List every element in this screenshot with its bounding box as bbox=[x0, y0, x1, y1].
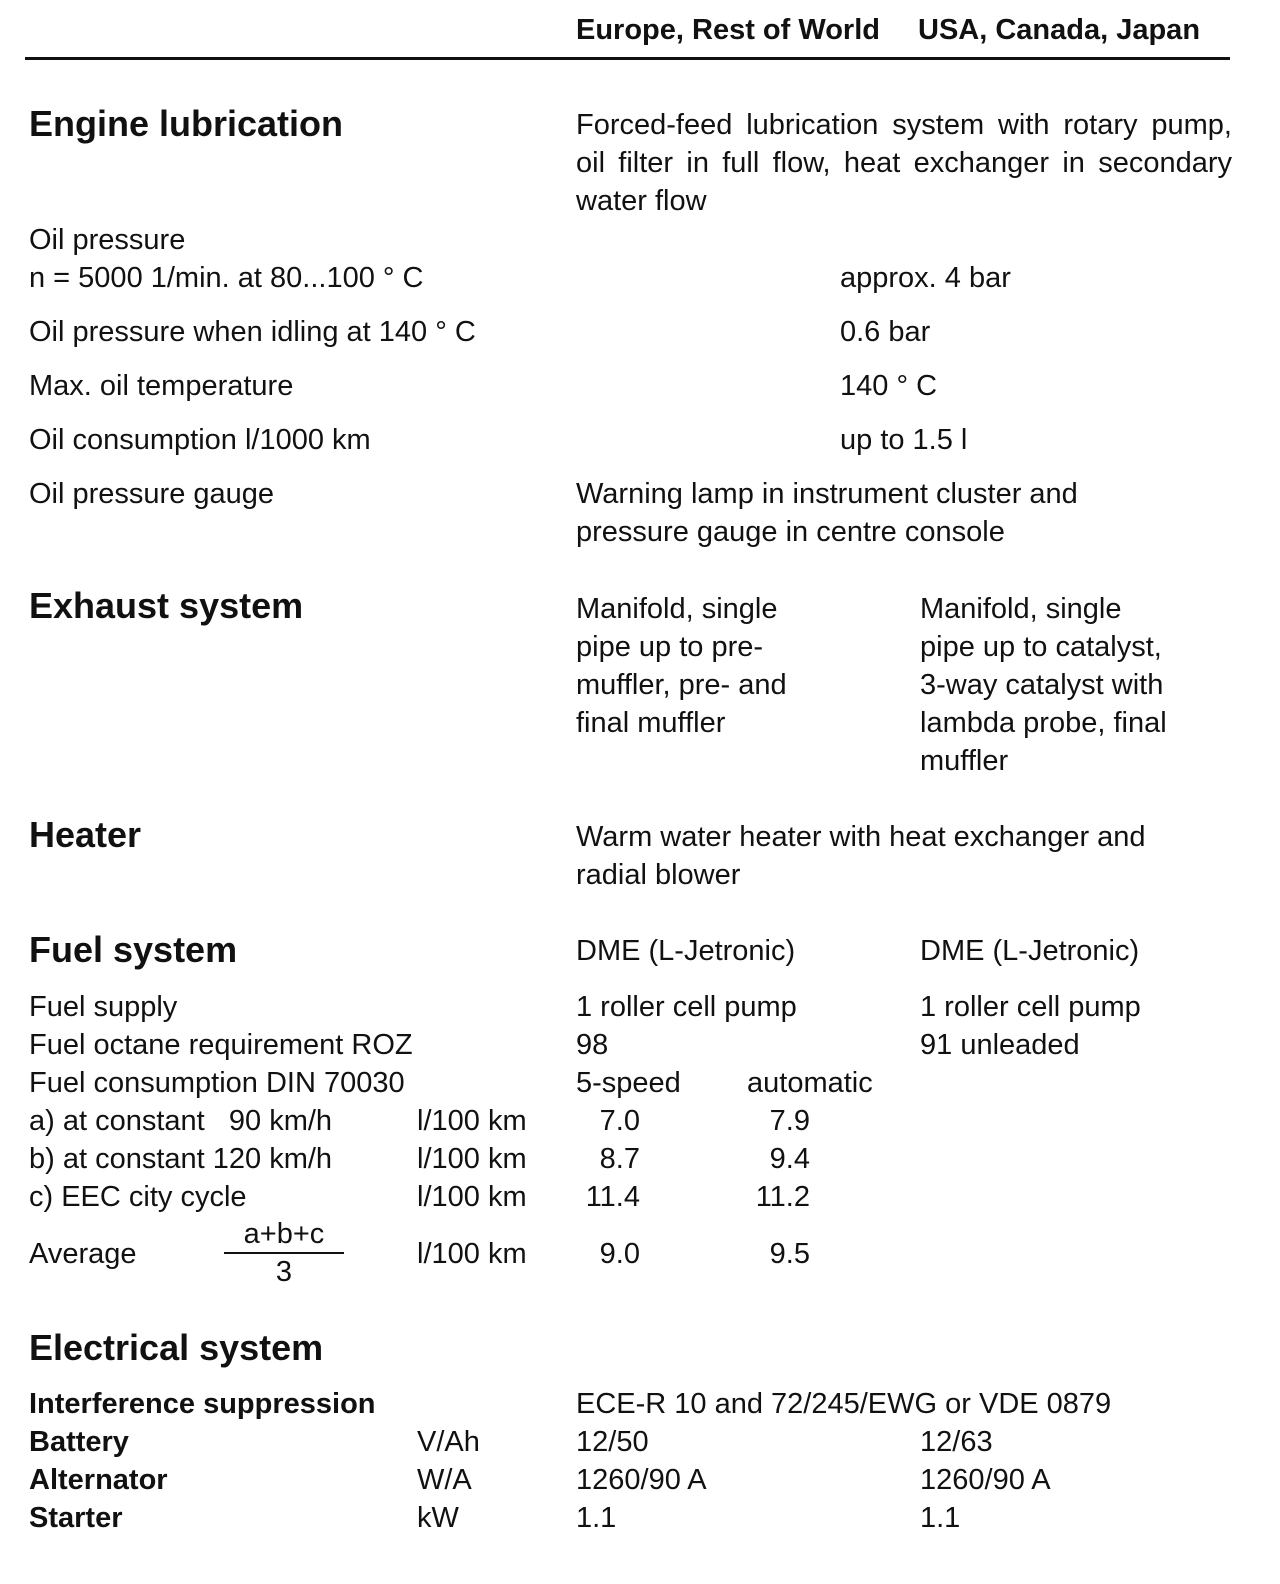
fuel-col-automatic: automatic bbox=[747, 1067, 873, 1099]
fuel-octane-label: Fuel octane requirement ROZ bbox=[29, 1029, 413, 1061]
exhaust-us-line: pipe up to catalyst, bbox=[920, 631, 1162, 663]
fuel-row-unit: l/100 km bbox=[417, 1181, 527, 1213]
section-title-heater: Heater bbox=[29, 814, 142, 855]
section-title-exhaust: Exhaust system bbox=[29, 585, 304, 626]
header-region-us: USA, Canada, Japan bbox=[918, 14, 1201, 46]
exhaust-us-line: lambda probe, final bbox=[920, 707, 1167, 739]
electrical-row-label: Battery bbox=[29, 1426, 129, 1458]
interference-suppression-label: Interference suppression bbox=[29, 1388, 376, 1420]
electrical-row-us: 1.1 bbox=[920, 1502, 961, 1534]
oil-pressure-value: approx. 4 bar bbox=[840, 262, 1011, 294]
max-oil-temp-label: Max. oil temperature bbox=[29, 370, 294, 402]
electrical-row-eu: 1260/90 A bbox=[576, 1464, 707, 1496]
oil-gauge-value: Warning lamp in instrument cluster and pressure gauge in centre console bbox=[576, 478, 1078, 548]
section-title-lubrication: Engine lubrication bbox=[29, 103, 344, 144]
electrical-row-label: Starter bbox=[29, 1502, 123, 1534]
fuel-row-unit: l/100 km bbox=[417, 1143, 527, 1175]
electrical-row-unit: kW bbox=[417, 1502, 459, 1534]
fuel-supply-us: 1 roller cell pump bbox=[920, 991, 1141, 1023]
fuel-supply-label: Fuel supply bbox=[29, 991, 178, 1023]
heater-description: Warm water heater with heat exchanger and radial blower bbox=[576, 821, 1146, 891]
exhaust-us-line: muffler bbox=[920, 745, 1009, 777]
fuel-average-manual: 9.0 bbox=[599, 1238, 640, 1270]
electrical-row-label: Alternator bbox=[29, 1464, 168, 1496]
electrical-row-eu: 12/50 bbox=[576, 1426, 649, 1458]
fuel-row-manual: 8.7 bbox=[599, 1143, 640, 1175]
fuel-system-us: DME (L-Jetronic) bbox=[920, 935, 1140, 967]
fuel-row-label: b) at constant 120 km/h bbox=[29, 1143, 333, 1175]
section-title-electrical: Electrical system bbox=[29, 1327, 324, 1368]
fuel-average-unit: l/100 km bbox=[417, 1238, 527, 1270]
exhaust-eu-line: muffler, pre- and bbox=[576, 669, 787, 701]
fuel-consumption-label: Fuel consumption DIN 70030 bbox=[29, 1067, 405, 1099]
fuel-average-automatic: 9.5 bbox=[769, 1238, 810, 1270]
fuel-supply-eu: 1 roller cell pump bbox=[576, 991, 797, 1023]
oil-pressure-condition: n = 5000 1/min. at 80...100 ° C bbox=[29, 262, 424, 294]
fuel-row-automatic: 11.2 bbox=[755, 1181, 810, 1213]
electrical-row-us: 12/63 bbox=[920, 1426, 993, 1458]
oil-idle-label: Oil pressure when idling at 140 ° C bbox=[29, 316, 476, 348]
section-title-fuel: Fuel system bbox=[29, 929, 238, 970]
oil-gauge-label: Oil pressure gauge bbox=[29, 478, 275, 510]
electrical-row-us: 1260/90 A bbox=[920, 1464, 1051, 1496]
exhaust-us-line: 3-way catalyst with bbox=[920, 669, 1164, 701]
oil-consumption-value: up to 1.5 l bbox=[840, 424, 968, 456]
fuel-row-label: a) at constant 90 km/h bbox=[29, 1105, 333, 1137]
oil-consumption-label: Oil consumption l/1000 km bbox=[29, 424, 371, 456]
average-formula-numerator: a+b+c bbox=[243, 1218, 325, 1250]
oil-pressure-label: Oil pressure bbox=[29, 224, 186, 256]
fuel-row-manual: 11.4 bbox=[585, 1181, 640, 1213]
fuel-row-manual: 7.0 bbox=[599, 1105, 640, 1137]
fuel-row-unit: l/100 km bbox=[417, 1105, 527, 1137]
fuel-row-automatic: 9.4 bbox=[769, 1143, 810, 1175]
average-formula-denominator: 3 bbox=[275, 1256, 293, 1288]
header-region-eu: Europe, Rest of World bbox=[576, 14, 880, 46]
header-rule bbox=[25, 57, 1230, 60]
average-formula bbox=[222, 1218, 346, 1288]
oil-idle-value: 0.6 bar bbox=[840, 316, 931, 348]
exhaust-eu-line: final muffler bbox=[576, 707, 726, 739]
electrical-row-unit: W/A bbox=[417, 1464, 472, 1496]
fuel-col-manual: 5-speed bbox=[576, 1067, 681, 1099]
exhaust-eu-line: pipe up to pre- bbox=[576, 631, 764, 663]
max-oil-temp-value: 140 ° C bbox=[840, 370, 938, 402]
fuel-average-label: Average bbox=[29, 1238, 137, 1270]
electrical-row-eu: 1.1 bbox=[576, 1502, 617, 1534]
fuel-row-label: c) EEC city cycle bbox=[29, 1181, 247, 1213]
fuel-octane-eu: 98 bbox=[576, 1029, 609, 1061]
electrical-row-unit: V/Ah bbox=[417, 1426, 480, 1458]
fuel-row-automatic: 7.9 bbox=[769, 1105, 810, 1137]
fuel-system-eu: DME (L-Jetronic) bbox=[576, 935, 796, 967]
lubrication-description: Forced-feed lubrication system with rotary pump, oil filter in full flow, heat exchanger in secondary water flow bbox=[576, 109, 1232, 217]
exhaust-eu-line: Manifold, single bbox=[576, 593, 778, 625]
interference-suppression-value: ECE-R 10 and 72/245/EWG or VDE 0879 bbox=[576, 1388, 1112, 1420]
exhaust-us-line: Manifold, single bbox=[920, 593, 1122, 625]
fuel-octane-us: 91 unleaded bbox=[920, 1029, 1080, 1061]
